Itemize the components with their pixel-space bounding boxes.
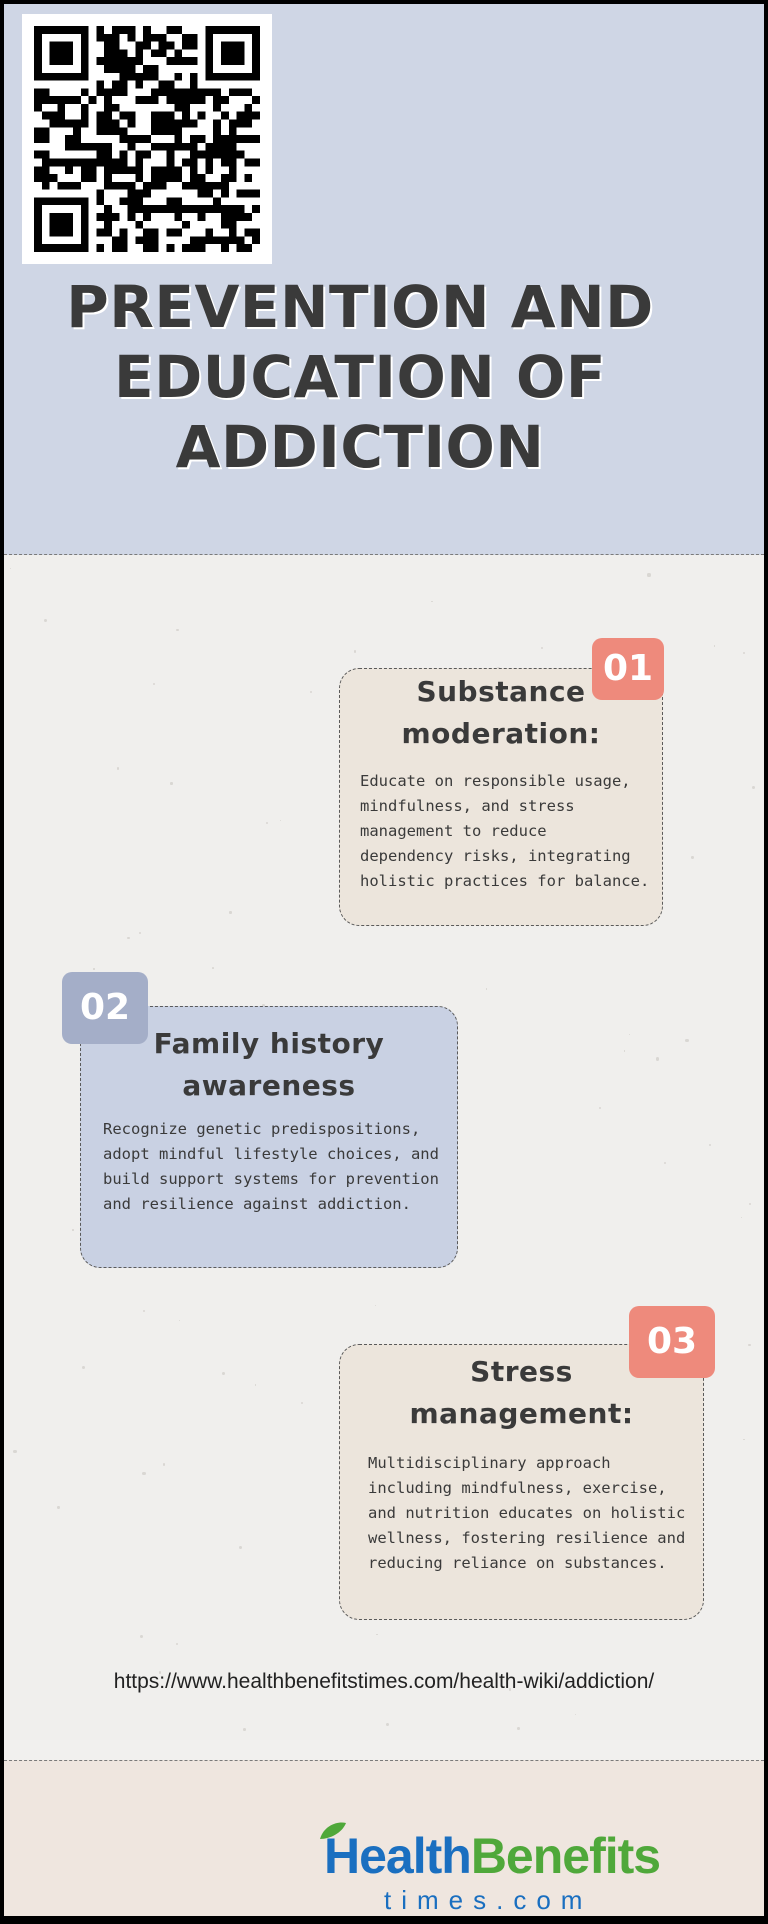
page-title [4,272,716,482]
paper-speck [541,647,543,649]
paper-speck [72,1229,74,1231]
paper-speck [376,1634,377,1635]
card-title-line: management: [409,1397,634,1430]
card-body-line: management to reduce [360,822,547,840]
title-line: ADDICTION [175,413,545,481]
paper-speck [212,967,214,969]
card-body [360,769,662,894]
qr-code-icon[interactable] [22,14,272,264]
paper-speck [624,1050,625,1051]
title-line: EDUCATION OF [114,343,606,411]
paper-speck [431,601,432,602]
card-body-line: dependency risks, integrating [360,847,631,865]
paper-speck [10,568,11,569]
paper-speck [685,1039,688,1042]
card-body-line: holistic practices for balance. [360,872,650,890]
paper-speck [142,1472,145,1475]
logo-health: Health [324,1828,471,1884]
card-body-line: Multidisciplinary approach [368,1454,611,1472]
card-title-line: moderation: [401,717,601,750]
paper-speck [255,1384,257,1386]
paper-speck [176,1643,178,1645]
card-body-line: and resilience against addiction. [103,1195,411,1213]
paper-speck [709,1144,711,1146]
card-body-line: build support systems for prevention [103,1170,439,1188]
paper-speck [310,691,312,693]
card-body-line: mindfulness, and stress [360,797,575,815]
paper-speck [143,1310,145,1312]
paper-speck [127,937,130,940]
paper-speck [44,619,47,622]
paper-speck [176,629,179,632]
paper-speck [741,1217,742,1218]
paper-speck [656,1057,659,1060]
infographic [4,4,764,1916]
card-substance-moderation [339,668,663,926]
paper-speck [375,1305,376,1306]
paper-speck [140,1635,143,1638]
paper-speck [743,652,745,654]
paper-speck [748,1344,751,1347]
number-badge: 03 [629,1306,715,1378]
paper-speck [163,1463,166,1466]
paper-speck [153,683,155,685]
number-badge: 02 [62,972,148,1044]
number-badge: 01 [592,638,664,700]
card-body-line: reducing reliance on substances. [368,1554,667,1572]
paper-speck [170,782,172,784]
paper-speck [517,1727,520,1730]
paper-speck [486,988,487,989]
card-title-line: Substance [416,675,586,708]
paper-speck [222,1372,225,1375]
paper-speck [243,1728,246,1731]
paper-speck [229,911,231,913]
paper-speck [13,1450,16,1453]
paper-speck [749,1203,751,1205]
paper-speck [57,1506,59,1508]
brand-logo[interactable] [324,1828,724,1915]
paper-speck [82,1366,85,1369]
card-body-line: adopt mindful lifestyle choices, and [103,1145,439,1163]
paper-speck [301,1402,303,1404]
header-section [4,4,764,555]
paper-speck [354,650,357,653]
paper-speck [599,1107,601,1109]
title-line: PREVENTION AND [66,273,654,341]
paper-speck [575,1714,576,1715]
paper-speck [266,822,268,824]
source-link[interactable]: https://www.healthbenefitstimes.com/health-wiki/addiction/ [113,1670,655,1693]
logo-benefits: Benefits [470,1828,661,1884]
paper-speck [139,932,141,934]
paper-speck [743,1439,744,1440]
paper-speck [629,1034,630,1035]
paper-speck [93,968,94,969]
card-family-history-awareness [80,1006,458,1268]
card-body-line: wellness, fostering resilience and [368,1529,686,1547]
paper-speck [117,767,119,769]
logo-domain: times.com [384,1885,593,1915]
paper-speck [664,1162,666,1164]
paper-speck [714,645,715,646]
card-body-line: and nutrition educates on holistic [368,1504,686,1522]
card-title-line: Family history [153,1027,385,1060]
paper-speck [239,1546,242,1549]
card-title-line: Stress [470,1355,573,1388]
card-title-line: awareness [182,1069,356,1102]
paper-speck [691,856,693,858]
paper-speck [179,1320,180,1321]
paper-speck [647,573,650,576]
card-body-line: Recognize genetic predispositions, [103,1120,421,1138]
card-stress-management [339,1344,704,1620]
card-body [103,1117,457,1217]
footer-section [4,1760,764,1916]
card-body-line: including mindfulness, exercise, [368,1479,667,1497]
paper-speck [386,1723,389,1726]
card-body [368,1451,703,1576]
logo-wordmark [324,1828,661,1884]
card-body-line: Educate on responsible usage, [360,772,631,790]
paper-speck [752,786,755,789]
paper-speck [280,820,281,821]
